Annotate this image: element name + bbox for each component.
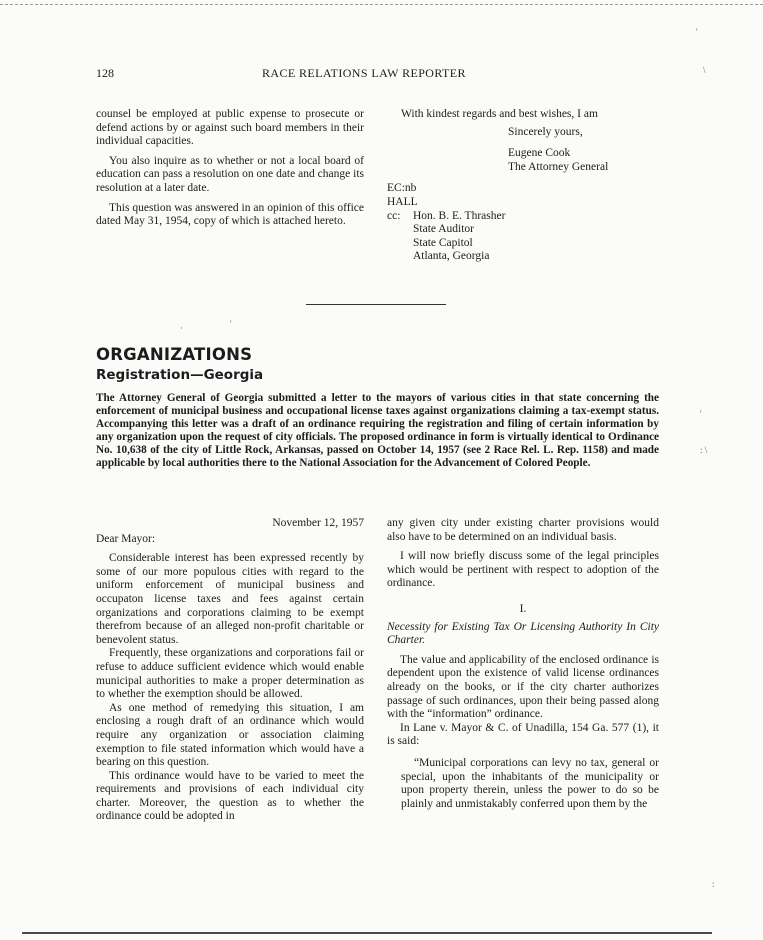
paragraph: Considerable interest has been expressed recently by some of our more populous cities with regard to the uniform enforcement of municipal business and occupaton license taxes and fees against certain organizations and corporations claiming to be exempt therefrom because of an alleged non-profit charitable or benevolent status. bbox=[96, 552, 364, 646]
scan-speck: \ bbox=[703, 65, 706, 75]
letter-left-column bbox=[96, 517, 364, 824]
cc-block bbox=[387, 210, 659, 264]
cc-label: cc: bbox=[387, 209, 401, 222]
signer-name: Eugene Cook bbox=[508, 147, 571, 160]
paragraph: You also inquire as to whether or not a local board of education can pass a resolution on one date and change its resolution at a later date. bbox=[96, 154, 364, 194]
scan-speck: ' bbox=[696, 27, 698, 37]
paragraph: As one method of remedying this situation, I am enclosing a rough draft of an ordinance which would require any organization or association claiming exemption to file stated information which would have a bearing on this question. bbox=[96, 701, 364, 769]
signer-title: The Attorney General bbox=[508, 160, 609, 173]
section-number: I. bbox=[519, 602, 527, 615]
section-title: ORGANIZATIONS bbox=[96, 345, 253, 364]
closing-line: With kindest regards and best wishes, I am bbox=[401, 108, 598, 120]
paragraph: This ordinance would have to be varied to meet the requirements and provisions of each individual city charter. Moreover, the question as to whether the ordinance could be adopted in bbox=[96, 769, 364, 823]
block-quote: “Municipal corporations can levy no tax, general or special, upon the inhabitants of the municipality or upon property therein, unless the power to do so be plainly and unmistakably conferred upon them by the bbox=[401, 756, 659, 810]
section-divider bbox=[306, 304, 446, 305]
paragraph: Frequently, these organizations and corporations fail or refuse to adduce sufficient evidence which would enable municipal authorities to make a proper determination as to whether the exemption should be allowed. bbox=[96, 647, 364, 701]
scan-speck: : bbox=[712, 879, 715, 889]
salutation: Dear Mayor: bbox=[96, 532, 156, 545]
letter-right-column bbox=[387, 517, 659, 811]
section-subtitle: Registration—Georgia bbox=[96, 367, 264, 383]
page-number: 128 bbox=[96, 66, 114, 80]
letter-signature-block bbox=[387, 108, 659, 264]
scan-top-edge bbox=[0, 4, 763, 5]
cc-line: Hon. B. E. Thrasher bbox=[413, 209, 506, 222]
cc-line: Atlanta, Georgia bbox=[413, 250, 490, 263]
paragraph: The value and applicability of the enclosed ordinance is dependent upon the existence of valid license ordinances already on the books, or if the city charter authorizes passage of such ordinances, upon their being passed along with the “information” ordinance. bbox=[387, 653, 659, 721]
scan-speck: : \ bbox=[700, 445, 708, 455]
paragraph: In Lane v. Mayor & C. of Unadilla, 154 Ga. 577 (1), it is said: bbox=[387, 721, 659, 748]
top-left-column bbox=[96, 108, 364, 229]
running-head: RACE RELATIONS LAW REPORTER bbox=[262, 66, 466, 80]
typist-initials-2: HALL bbox=[387, 195, 418, 208]
paragraph: I will now briefly discuss some of the legal principles which would be pertinent with respect to adoption of the ordinance. bbox=[387, 550, 659, 590]
valediction: Sincerely yours, bbox=[508, 125, 583, 138]
letter-date: November 12, 1957 bbox=[272, 517, 364, 529]
typist-initials: EC:nb bbox=[387, 182, 417, 195]
headnote: The Attorney General of Georgia submitted a letter to the mayors of various cities in that state concerning the enforcement of municipal business and occupational license taxes against organizations claiming a tax-exempt status. Accompanying this letter was a draft of an ordinance requiring the registration and filing of certain information by any organization upon the request of city officials. The proposed ordinance in form is virtually identical to Ordinance No. 10,638 of the city of Little Rock, Arkansas, passed on October 14, 1957 (see 2 Race Rel. L. Rep. 1158) and made applicable by local authorities there to the National Association for the Advancement of Colored People. bbox=[96, 392, 659, 470]
scan-speck: ' bbox=[700, 409, 702, 419]
cc-line: State Capitol bbox=[413, 236, 473, 249]
paragraph: This question was answered in an opinion of this office dated May 31, 1954, copy of which is attached hereto. bbox=[96, 201, 364, 228]
scan-speck: ' bbox=[230, 319, 232, 329]
paragraph: counsel be employed at public expense to prosecute or defend actions by or against such board members in their individual capacities. bbox=[96, 108, 364, 148]
section-heading: Necessity for Existing Tax Or Licensing Authority In City Charter. bbox=[387, 620, 659, 647]
scan-speck: · bbox=[180, 323, 183, 333]
paragraph: any given city under existing charter provisions would also have to be determined on an individual basis. bbox=[387, 517, 659, 543]
scan-bottom-edge bbox=[22, 932, 712, 934]
cc-line: State Auditor bbox=[413, 223, 475, 236]
